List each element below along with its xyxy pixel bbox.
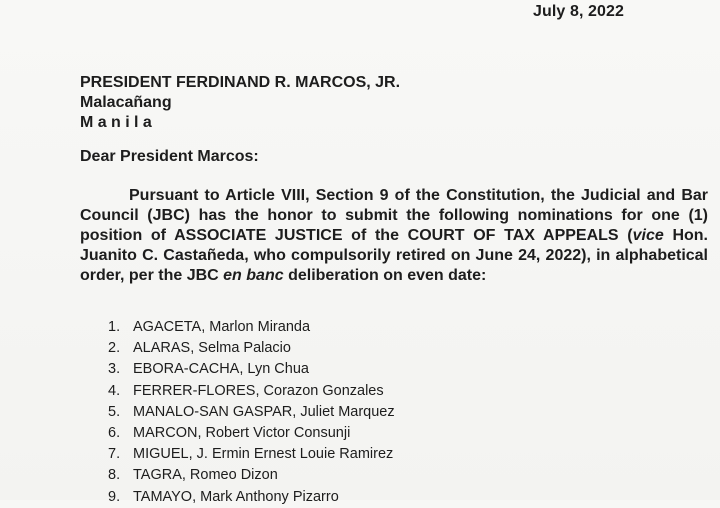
nominee-given-name: J. Ermin Ernest Louie Ramirez bbox=[192, 446, 394, 463]
nominee-given-name: Marlon Miranda bbox=[205, 319, 311, 335]
nominee-number: 2. bbox=[108, 340, 121, 357]
nominee-number: 5. bbox=[108, 403, 121, 420]
nominee-given-name: Selma Palacio bbox=[194, 340, 291, 357]
body-text-part3: deliberation on even date: bbox=[283, 267, 487, 284]
nominee-number: 9. bbox=[108, 488, 121, 505]
body-text-en-banc: en banc bbox=[223, 267, 284, 284]
nominee-surname: MARCON, bbox=[133, 425, 202, 442]
nominee-list bbox=[108, 317, 395, 508]
addressee-office: Malacañang bbox=[80, 94, 172, 111]
nominee-surname: AGACETA, bbox=[133, 319, 206, 335]
nominee-surname: TAMAYO, bbox=[133, 488, 197, 505]
nominee-item bbox=[108, 402, 395, 423]
nominee-given-name: Romeo Dizon bbox=[185, 467, 278, 484]
nominee-surname: EBORA-CACHA, bbox=[133, 361, 244, 378]
nominee-given-name: Robert Victor Consunji bbox=[201, 425, 351, 442]
body-text-part2: Hon. Juanito C. Castañeda, who compulsorily retired on June 24, 2022), in alphabetical order, per the JBC bbox=[80, 227, 708, 284]
letter-date: July 8, 2022 bbox=[533, 3, 625, 20]
nominee-given-name: Juliet Marquez bbox=[296, 403, 395, 420]
salutation: Dear President Marcos: bbox=[80, 148, 259, 165]
nominee-number: 6. bbox=[108, 425, 121, 442]
nominee-given-name: Mark Anthony Pizarro bbox=[196, 488, 339, 505]
nominee-item bbox=[108, 444, 395, 465]
nominee-number: 4. bbox=[108, 382, 121, 399]
nominee-surname: FERRER-FLORES, bbox=[133, 382, 260, 399]
addressee-block bbox=[80, 73, 400, 133]
nominee-number: 1. bbox=[108, 319, 121, 335]
nominee-item bbox=[108, 423, 395, 444]
nominee-surname: MANALO-SAN GASPAR, bbox=[133, 403, 297, 420]
nominee-item bbox=[108, 487, 395, 508]
nominee-item bbox=[108, 317, 395, 338]
nominee-item bbox=[108, 465, 395, 486]
addressee-name: PRESIDENT FERDINAND R. MARCOS, JR. bbox=[80, 74, 401, 91]
nominee-surname: TAGRA, bbox=[133, 467, 186, 484]
nominee-given-name: Lyn Chua bbox=[243, 361, 309, 378]
nominee-given-name: Corazon Gonzales bbox=[259, 382, 384, 399]
nominee-surname: ALARAS, bbox=[133, 340, 195, 357]
addressee-city: Manila bbox=[80, 114, 157, 131]
nominee-surname: MIGUEL, bbox=[133, 446, 193, 463]
nominee-item bbox=[108, 381, 395, 402]
nominee-item bbox=[108, 359, 395, 380]
nominee-number: 7. bbox=[108, 446, 121, 463]
body-text-vice: vice bbox=[632, 227, 664, 244]
nominee-number: 8. bbox=[108, 467, 121, 484]
body-text-part1: Pursuant to Article VIII, Section 9 of the Constitution, the Judicial and Bar Council (JBC) has the honor to submit the following nominations for one (1) position of ASSOCIATE JUSTICE of the COURT OF TAX APPEALS ( bbox=[80, 187, 708, 244]
body-paragraph bbox=[80, 186, 708, 286]
nominee-number: 3. bbox=[108, 361, 121, 378]
nominee-item bbox=[108, 338, 395, 359]
